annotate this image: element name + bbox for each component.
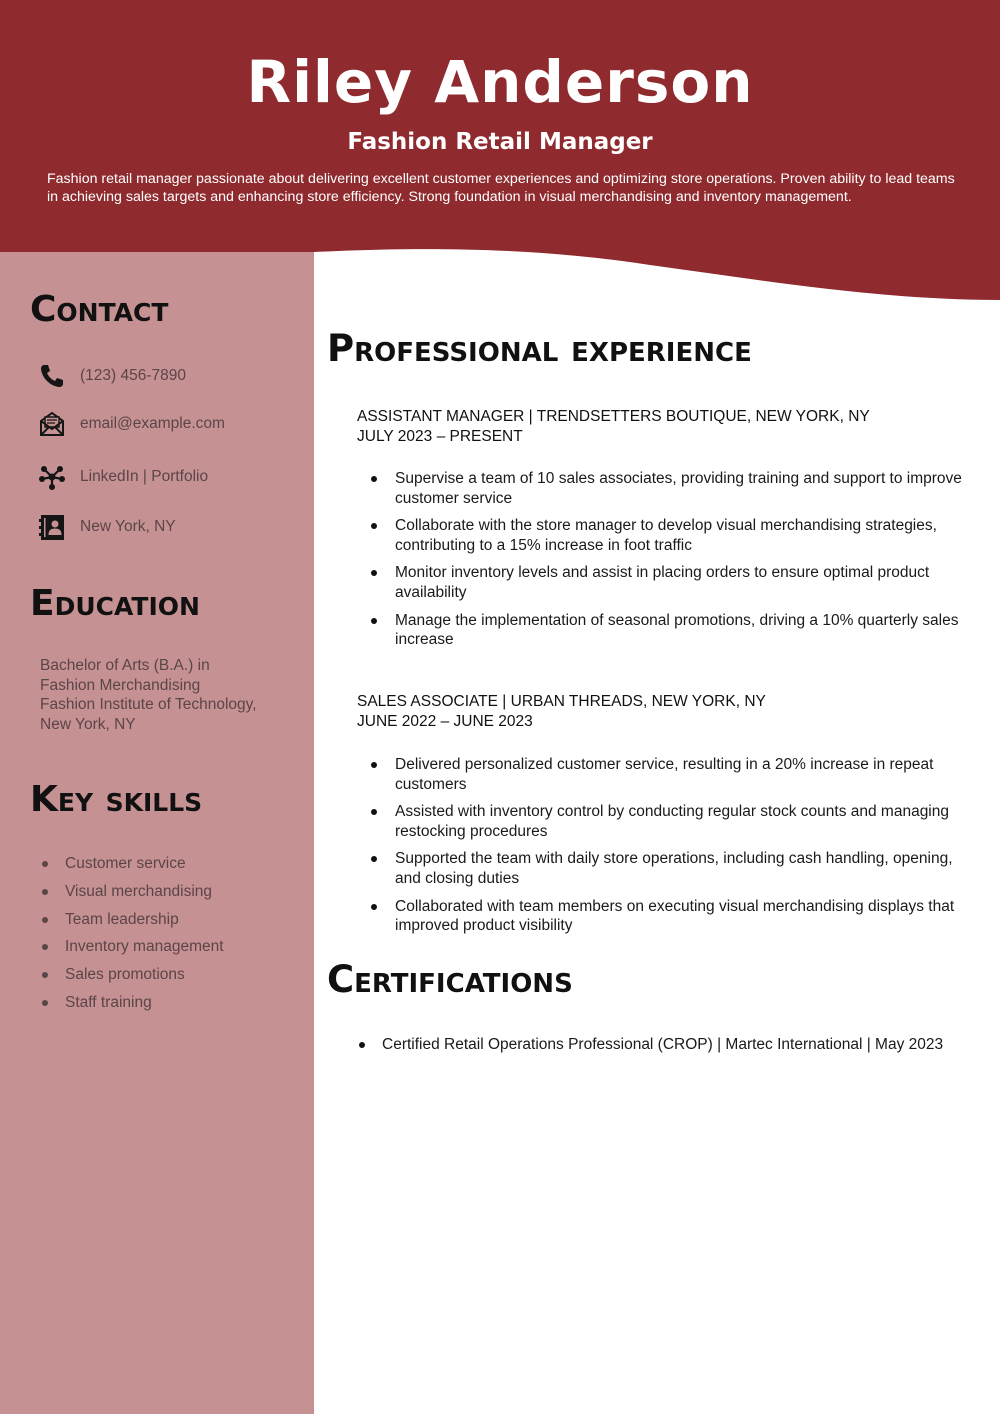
contact-phone	[38, 361, 186, 391]
job-bullet: Monitor inventory levels and assist in placing orders to ensure optimal product availability	[370, 563, 975, 602]
education-heading: Education	[30, 583, 200, 624]
job-dates: JULY 2023 – PRESENT	[357, 427, 523, 445]
education-line: New York, NY	[40, 715, 136, 733]
address-book-icon	[38, 513, 66, 541]
skill-item: Inventory management	[40, 933, 224, 961]
phone-icon	[38, 362, 66, 390]
job-bullets	[370, 755, 975, 944]
job-title-line: ASSISTANT MANAGER | TRENDSETTERS BOUTIQUE, NEW YORK, NY	[357, 408, 870, 425]
links-text: LinkedIn | Portfolio	[80, 468, 209, 485]
education-line: Bachelor of Arts (B.A.) in	[40, 657, 210, 674]
job-title: Fashion Retail Manager	[347, 129, 653, 155]
contact-heading: Contact	[30, 289, 169, 330]
skill-item: Customer service	[40, 850, 224, 878]
skill-item: Team leadership	[40, 906, 224, 934]
job-bullet: Assisted with inventory control by conducting regular stock counts and managing restocking procedures	[370, 802, 975, 841]
job-bullet: Supported the team with daily store operations, including cash handling, opening, and closing duties	[370, 849, 975, 888]
skill-item: Staff training	[40, 989, 224, 1017]
job-bullets	[370, 469, 975, 658]
experience-heading: Professional experience	[327, 327, 752, 370]
job-title-line: SALES ASSOCIATE | URBAN THREADS, NEW YORK, NY	[357, 693, 766, 710]
email-icon	[38, 410, 66, 438]
education-details	[40, 656, 300, 734]
job-bullet: Delivered personalized customer service, resulting in a 20% increase in repeat customers	[370, 755, 975, 794]
contact-links	[38, 462, 208, 492]
contact-email	[38, 409, 225, 439]
job-bullet: Collaborated with team members on executing visual merchandising displays that improved product visibility	[370, 897, 975, 936]
network-icon	[38, 463, 66, 491]
education-line: Fashion Institute of Technology,	[40, 696, 257, 714]
summary: Fashion retail manager passionate about delivering excellent customer experiences and optimizing store operations. Proven ability to lead teams in achieving sales targets and enhancing store efficiency. Strong foundation in visual merchandising and inventory management.	[47, 171, 955, 205]
job-entry	[357, 692, 977, 731]
header	[0, 0, 1000, 250]
skills-heading: Key skills	[30, 779, 203, 820]
job-bullet: Supervise a team of 10 sales associates, providing training and support to improve customer service	[370, 469, 975, 508]
email-text: email@example.com	[80, 415, 225, 432]
certification-item: Certified Retail Operations Professional (CROP) | Martec International | May 2023	[357, 1035, 1000, 1055]
job-bullet: Collaborate with the store manager to develop visual merchandising strategies, contributing to a 15% increase in foot traffic	[370, 516, 975, 555]
certifications-heading: Certifications	[327, 958, 573, 1001]
location-text: New York, NY	[80, 518, 176, 535]
skill-item: Visual merchandising	[40, 878, 224, 906]
job-dates: JUNE 2022 – JUNE 2023	[357, 712, 533, 730]
skill-item: Sales promotions	[40, 961, 224, 989]
skills-list	[40, 850, 224, 1017]
job-bullet: Manage the implementation of seasonal promotions, driving a 10% quarterly sales increase	[370, 611, 975, 650]
job-entry	[357, 407, 977, 446]
education-line: Fashion Merchandising	[40, 676, 201, 694]
candidate-name: Riley Anderson	[246, 48, 754, 116]
phone-text: (123) 456-7890	[80, 367, 186, 384]
contact-location	[38, 512, 176, 542]
